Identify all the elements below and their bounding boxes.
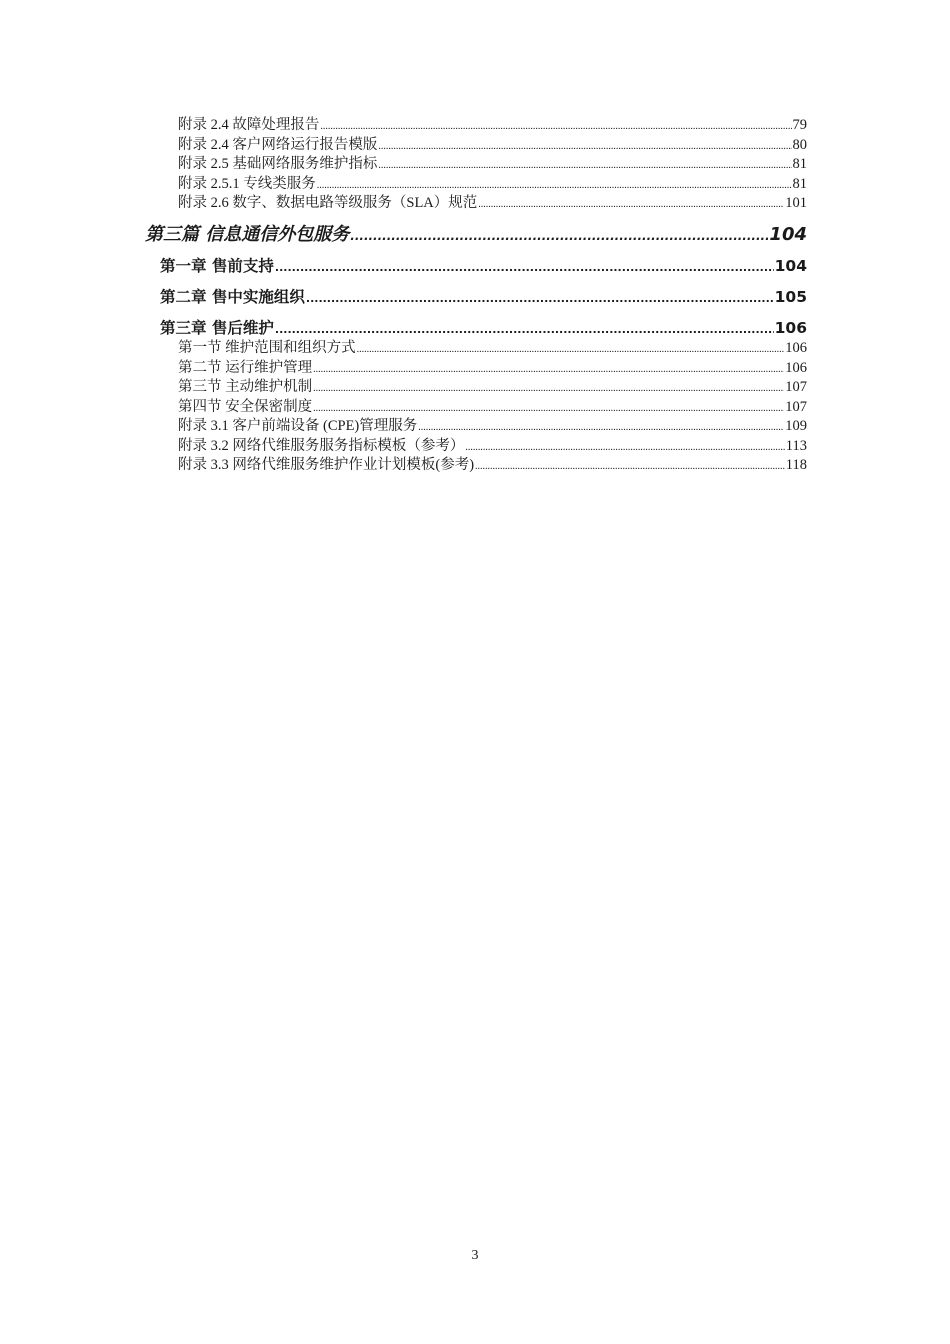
toc-entry[interactable] — [178, 436, 807, 456]
toc-chapter[interactable] — [160, 255, 807, 277]
toc-leader-dots — [275, 257, 774, 279]
toc-entry-title: 附录 2.5 基础网络服务维护指标 — [178, 156, 378, 172]
toc-leader-dots — [320, 117, 791, 137]
toc-entry-title: 附录 2.5.1 专线类服务 — [178, 176, 316, 192]
toc-entry-page: 80 — [792, 137, 807, 153]
toc-entry-page: 113 — [785, 438, 807, 454]
toc-entry-title: 附录 2.6 数字、数据电路等级服务（SLA）规范 — [178, 195, 478, 211]
toc-entry-page: 118 — [785, 457, 807, 473]
toc-entry-page: 107 — [785, 379, 807, 395]
toc-chapter-title: 第三章 售后维护 — [160, 319, 274, 337]
toc-entry-page: 101 — [785, 195, 807, 211]
toc-entry-title: 第一节 维护范围和组织方式 — [178, 340, 356, 356]
toc-chapter[interactable] — [160, 317, 807, 339]
toc-chapter-title: 第一章 售前支持 — [160, 257, 274, 275]
toc-entry-title: 附录 3.2 网络代维服务服务指标模板（参考） — [178, 438, 465, 454]
toc-part-page: 104 — [769, 224, 807, 245]
toc-entry[interactable] — [178, 416, 807, 436]
page-number: 3 — [471, 1248, 479, 1263]
toc-entry-page: 106 — [785, 360, 807, 376]
toc-entry[interactable] — [178, 193, 807, 213]
toc-entry-page: 107 — [785, 399, 807, 415]
toc-leader-dots — [475, 457, 785, 477]
toc-chapter[interactable] — [160, 286, 807, 308]
toc-entry[interactable] — [178, 358, 807, 378]
toc-entry-page: 81 — [792, 156, 807, 172]
toc-leader-dots — [350, 223, 768, 249]
toc-leader-dots — [306, 288, 774, 310]
toc-entry-title: 附录 2.4 客户网络运行报告模版 — [178, 137, 378, 153]
toc-part-title: 第三篇 信息通信外包服务 — [145, 224, 350, 245]
toc-leader-dots — [378, 156, 791, 176]
toc-entry-title: 附录 3.1 客户前端设备 (CPE)管理服务 — [178, 418, 418, 434]
toc-entry-title: 第四节 安全保密制度 — [178, 399, 313, 415]
toc-chapter-page: 106 — [774, 319, 807, 337]
toc-entry[interactable] — [178, 135, 807, 155]
toc-leader-dots — [418, 418, 784, 438]
toc-entry[interactable] — [178, 397, 807, 417]
toc-entry-page: 106 — [785, 340, 807, 356]
toc-chapter-title: 第二章 售中实施组织 — [160, 288, 305, 306]
toc-entry[interactable] — [178, 115, 807, 135]
toc-entry-title: 第二节 运行维护管理 — [178, 360, 313, 376]
toc-entry[interactable] — [178, 154, 807, 174]
toc-part-heading[interactable] — [145, 222, 807, 248]
toc-leader-dots — [313, 379, 784, 399]
toc-entry[interactable] — [178, 174, 807, 194]
toc-entry[interactable] — [178, 338, 807, 358]
toc-entry-title: 附录 3.3 网络代维服务维护作业计划模板(参考) — [178, 457, 475, 473]
toc-entry[interactable] — [178, 455, 807, 475]
toc-chapter-page: 105 — [774, 288, 807, 306]
toc-leader-dots — [357, 340, 785, 360]
toc-entry-page: 79 — [792, 117, 807, 133]
toc-entry[interactable] — [178, 377, 807, 397]
toc-leader-dots — [478, 195, 784, 215]
toc-entry-page: 81 — [792, 176, 807, 192]
toc-entry-title: 附录 2.4 故障处理报告 — [178, 117, 320, 133]
toc-entry-page: 109 — [785, 418, 807, 434]
toc-chapter-page: 104 — [774, 257, 807, 275]
toc-entry-title: 第三节 主动维护机制 — [178, 379, 313, 395]
